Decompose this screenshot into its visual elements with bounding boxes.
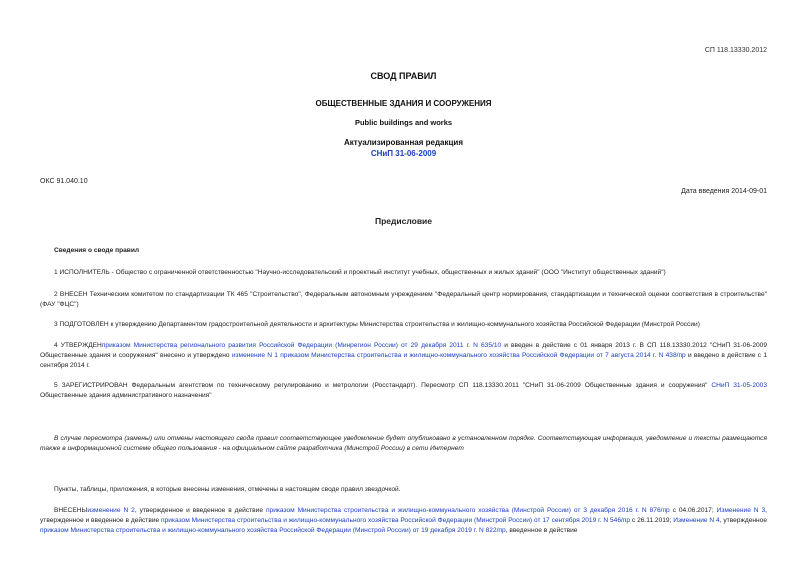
p1-text: - Общество с ограниченной ответственностью "Научно-исследовательский и проектный институт учебных, общественных и жилых зданий" (ООО "Институт общественных зданий") xyxy=(109,269,666,276)
p4-text: и введен в действие с 01 января 2013 г. В СП 118.13330.2012 "СНиП 31-06-2009 Общественные здания и сооружения" внесено и утверждено xyxy=(40,342,767,359)
document-title-en: Public buildings and works xyxy=(354,118,453,127)
change-4-link[interactable]: Изменение N 4 xyxy=(673,517,720,524)
changes-text: с 04.06.2017; xyxy=(669,507,717,514)
p5-snip-link[interactable]: СНиП 31-05-2003 xyxy=(711,382,767,389)
revision-notice: В случае пересмотра (замены) или отмены настоящего свода правил соответствующее уведомление будет опубликовано в установленном порядке. Соответствующая информация, уведомление и тексты размещаются также в информационной системе общего пользования - на официальном сайте разработчика (Минстрой России) в сети Интернет xyxy=(40,435,767,452)
paragraph-4 xyxy=(40,341,767,371)
preface-heading: Предисловие xyxy=(374,216,433,226)
order-822-link[interactable]: приказом Министерства строительства и жилищно-коммунального хозяйства Российской Федерации (Минстрой России) от 19 декабря 2019 г. N 822/пр xyxy=(40,527,506,534)
paragraph-2 xyxy=(40,290,767,310)
oks-code: ОКС 91.040.10 xyxy=(40,178,88,185)
marked-changes-note: Пункты, таблицы, приложения, в которые внесены изменения, отмечены в настоящем своде правил звездочкой. xyxy=(54,486,401,493)
p1-label: 1 ИСПОЛНИТЕЛЬ xyxy=(54,269,110,276)
edition-label: Актуализированная редакция xyxy=(344,138,463,147)
changes-text: , введенное в действие xyxy=(505,527,578,534)
document-code: СП 118.13330.2012 xyxy=(704,47,767,54)
changes-label: ВНЕСЕНЫ xyxy=(54,507,88,514)
p5-text-end: Общественные здания административного назначения" xyxy=(40,392,212,399)
changes-text: , утвержденное xyxy=(719,517,767,524)
p2-label: 2 ВНЕСЕН xyxy=(54,291,88,298)
document-title: ОБЩЕСТВЕННЫЕ ЗДАНИЯ И СООРУЖЕНИЯ xyxy=(315,99,492,108)
paragraph-1 xyxy=(40,268,767,278)
changes-text: , утвержденное и введенное в действие xyxy=(40,507,767,524)
p5-text: Федеральным агентством по техническому регулированию и метрологии (Росстандарт). Пересмотр СП 118.13330.2011 "СНиП 31-06-2009 Общественные здания и сооружения" xyxy=(127,382,712,389)
paragraph-3 xyxy=(40,320,767,330)
p5-label: 5 ЗАРЕГИСТРИРОВАН xyxy=(54,382,128,389)
snip-link[interactable]: СНиП 31-06-2009 xyxy=(370,149,437,158)
p4-order-link[interactable]: приказом Министерства регионального развития Российской Федерации (Минрегион России) от 29 декабря 2011 г. N 635/10 xyxy=(101,342,502,349)
p3-label: 3 ПОДГОТОВЛЕН xyxy=(54,321,109,328)
change-3-link[interactable]: Изменение N 3 xyxy=(716,507,766,514)
changes-text: , утвержденное и введенное в действие xyxy=(134,507,266,514)
order-546-link[interactable]: приказом Министерства строительства и жилищно-коммунального хозяйства Российской Федерации (Минстрой России) от 17 сентября 2019 г. N 546/пр xyxy=(161,517,631,524)
p4-label: 4 УТВЕРЖДЕН xyxy=(54,342,102,349)
changes-paragraph xyxy=(40,506,767,536)
document-heading: СВОД ПРАВИЛ xyxy=(370,71,437,81)
p4-text-end: и введено в действие с 1 сентября 2014 г. xyxy=(40,352,767,369)
order-876-link[interactable]: приказом Министерства строительства и жилищно-коммунального хозяйства (Минстрой России) от 3 декабря 2016 г. N 876/пр xyxy=(265,507,670,514)
p2-text: Техническим комитетом по стандартизации ТК 465 "Строительство", Федеральным автономным учреждением "Федеральный центр нормирования, стандартизации и технической оценки соответствия в строительстве" (ФАУ "ФЦС") xyxy=(40,291,767,308)
intro-date: Дата введения 2014-09-01 xyxy=(681,188,767,195)
p4-change-link[interactable]: изменение N 1 приказом Министерства строительства и жилищно-коммунального хозяйства Российской Федерации от 7 августа 2014 г. N 438/пр xyxy=(231,352,686,359)
info-title: Сведения о своде правил xyxy=(54,247,140,254)
paragraph-5 xyxy=(40,381,767,401)
change-2-link[interactable]: изменение N 2 xyxy=(87,507,135,514)
p3-text: к утверждению Департаментом градостроительной деятельности и архитектуры Министерства строительства и жилищно-коммунального хозяйства Российской Федерации (Минстрой России) xyxy=(108,321,700,328)
changes-text: с 26.11.2019; xyxy=(630,517,674,524)
